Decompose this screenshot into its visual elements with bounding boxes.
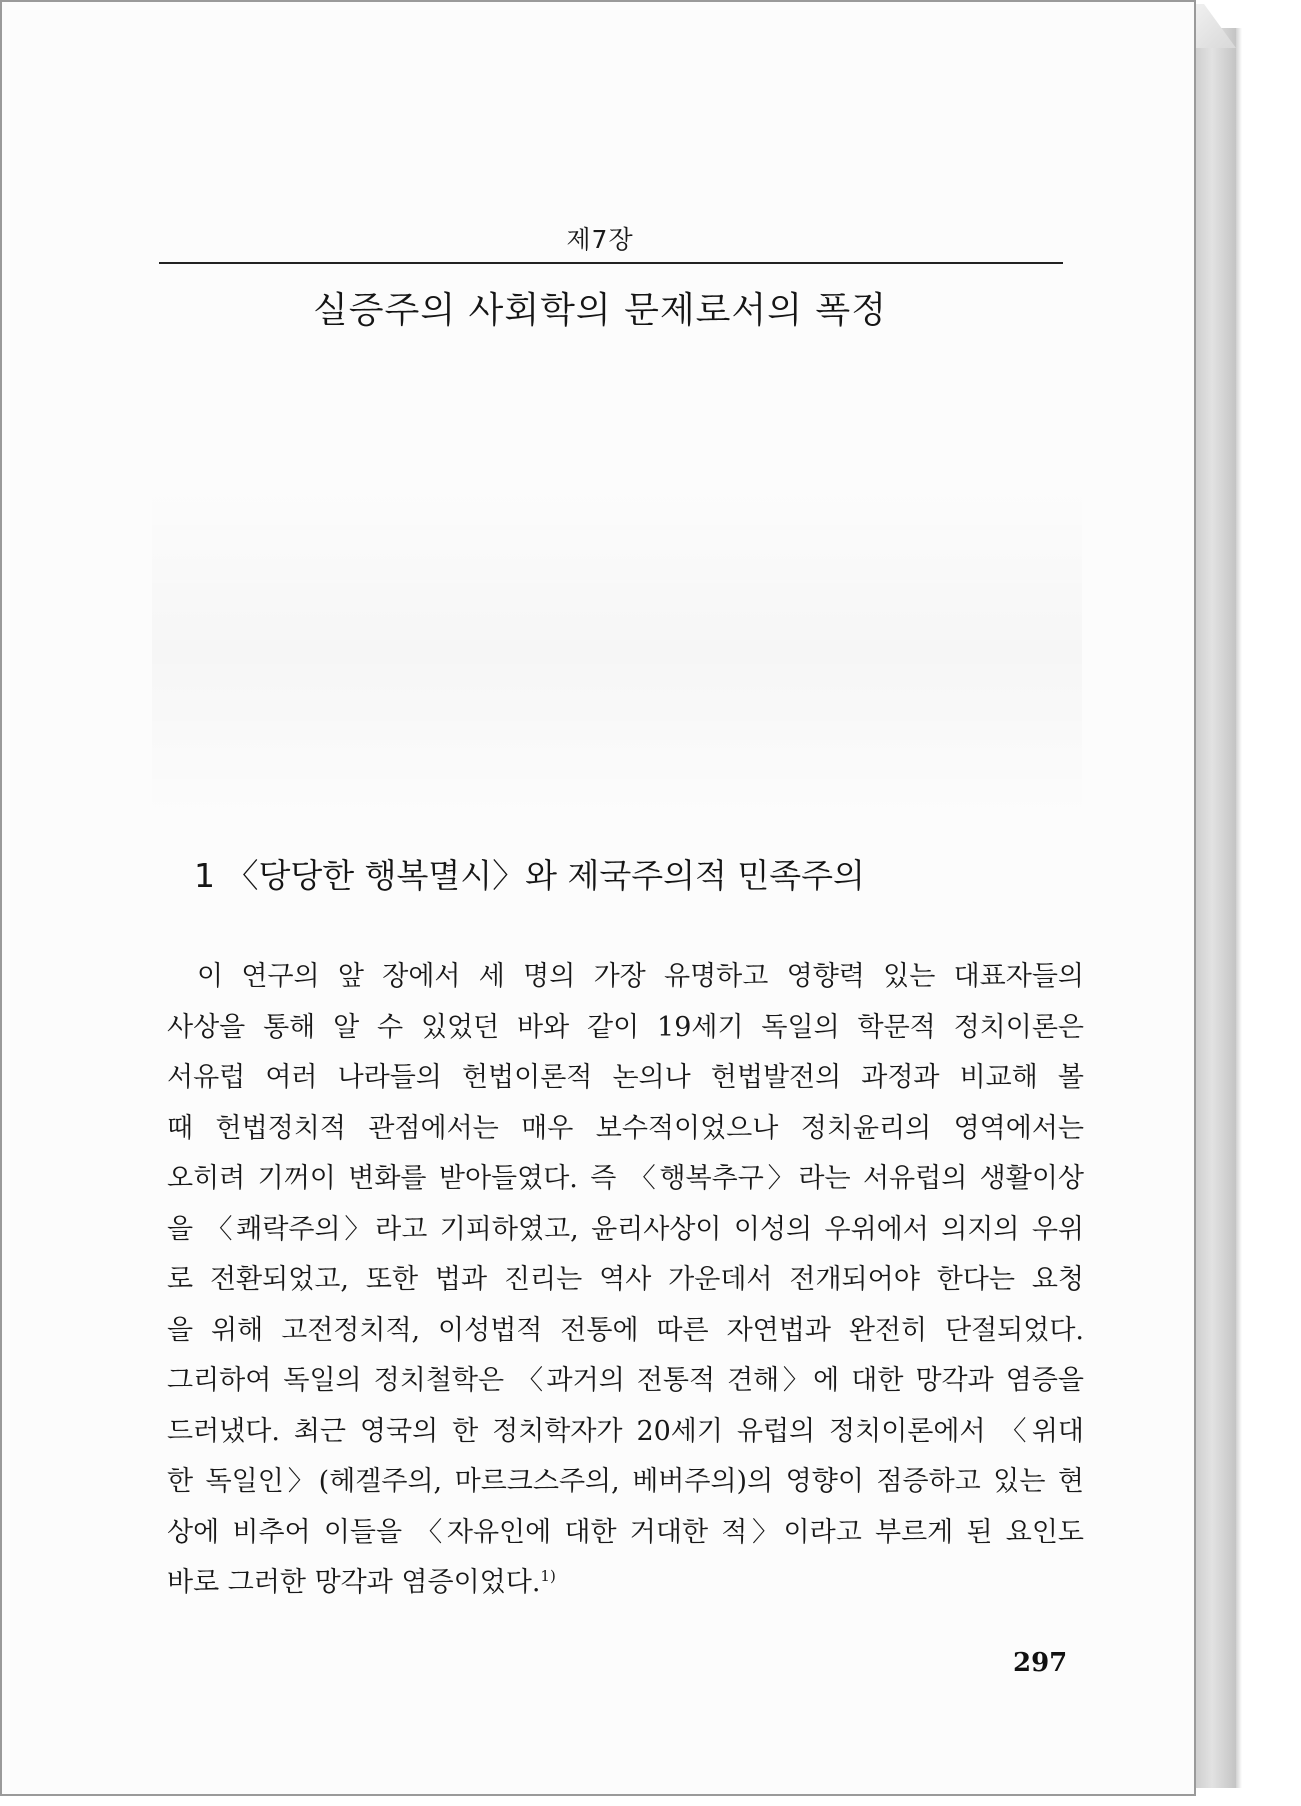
body-line: 드러냈다. 최근 영국의 한 정치학자가 20세기 유럽의 정치이론에서 〈위대 [167,1415,1084,1447]
page-number: 297 [1013,1648,1068,1678]
footnote-reference[interactable]: 1) [540,1567,556,1585]
chapter-title: 실증주의 사회학의 문제로서의 폭정 [313,290,887,331]
chapter-rule [159,262,1063,264]
body-line: 오히려 기꺼이 변화를 받아들였다. 즉 〈행복추구〉라는 서유럽의 생활이상 [167,1163,1084,1194]
body-line: 을 위해 고전정치적, 이성법적 전통에 따른 자연법과 완전히 단절되었다. [167,1314,1084,1346]
body-line: 때 헌법정치적 관점에서는 매우 보수적이었으나 정치윤리의 영역에서는 [167,1112,1084,1144]
chapter-label: 제7장 [566,225,634,254]
body-line: 상에 비추어 이들을 〈자유인에 대한 거대한 적〉이라고 부르게 된 요인도 [167,1516,1084,1548]
book-edge-shadow [1236,28,1242,1788]
body-line: 그리하여 독일의 정치철학은 〈과거의 전통적 견해〉에 대한 망각과 염증을 [167,1365,1084,1396]
body-line: 을 〈쾌락주의〉라고 기피하였고, 윤리사상이 이성의 우위에서 의지의 우위 [167,1213,1084,1245]
body-line: 서유럽 여러 나라들의 헌법이론적 논의나 헌법발전의 과정과 비교해 볼 [167,1062,1084,1093]
book-edge-corner [1196,4,1236,48]
body-line: 로 전환되었고, 또한 법과 진리는 역사 가운데서 전개되어야 한다는 요청 [167,1264,1084,1295]
body-line: 사상을 통해 알 수 있었던 바와 같이 19세기 독일의 학문적 정치이론은 [167,1011,1084,1043]
body-line: 이 연구의 앞 장에서 세 명의 가장 유명하고 영향력 있는 대표자들의 [197,961,1084,992]
body-line-text: 바로 그러한 망각과 염증이었다. [167,1567,541,1598]
body-line-last [167,1558,1084,1609]
page-shading [152,482,1082,822]
body-line: 한 독일인〉(헤겔주의, 마르크스주의, 베버주의)의 영향이 점증하고 있는 현 [167,1466,1084,1497]
book-edge [1196,28,1236,1788]
body-paragraph [167,952,1084,1609]
section-heading: 1 〈당당한 행복멸시〉와 제국주의적 민족주의 [194,856,865,895]
